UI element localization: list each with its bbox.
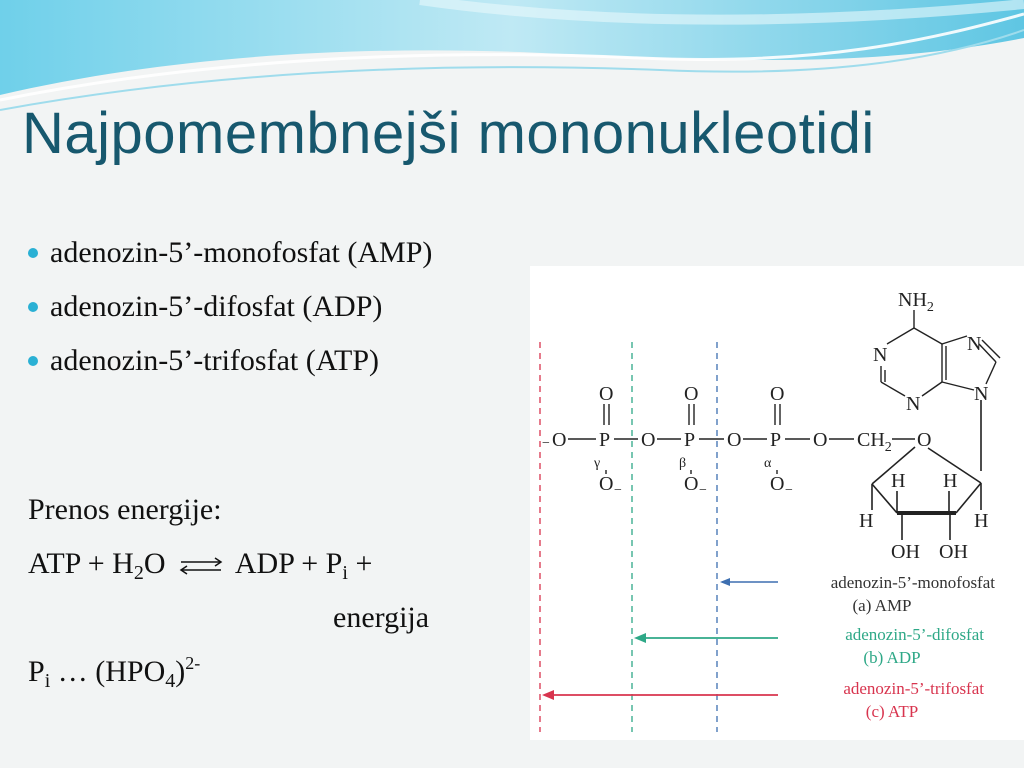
list-item	[28, 280, 432, 334]
amp-label: adenozin-5’-monofosfat	[830, 573, 995, 592]
phosphate-formula: $P_i$ … $(HPO_4)^{2-}$	[28, 653, 201, 692]
atom-label: O	[684, 383, 699, 405]
atp-arrowhead-icon	[542, 690, 554, 700]
gamma-label: γ	[594, 456, 601, 471]
atom-label: O	[813, 429, 828, 451]
adp-sublabel: (b) ADP	[863, 648, 921, 667]
bullet-text: adenozin-5’-difosfat (ADP)	[50, 290, 383, 323]
atom-label: O	[599, 383, 614, 405]
bullet-text: adenozin-5’-trifosfat (ATP)	[50, 344, 380, 377]
atom-label: N	[967, 333, 982, 355]
amp-arrowhead-icon	[720, 578, 730, 586]
svg-text:−: −	[785, 483, 793, 498]
bullet-icon	[28, 302, 38, 312]
slide-title: Najpomembnejši mononukleotidi	[22, 101, 875, 166]
svg-text:−: −	[699, 483, 707, 498]
amino-group-label: $NH_2$	[898, 289, 934, 315]
atp-structure-svg	[530, 266, 1024, 740]
atp-sublabel: (c) ATP	[865, 702, 919, 721]
energy-heading: Prenos energije:	[28, 493, 222, 526]
atom-label: H	[943, 470, 958, 492]
atom-label: O	[641, 429, 656, 451]
bullet-icon	[28, 356, 38, 366]
atom-label: N	[873, 344, 888, 366]
list-item	[28, 334, 432, 388]
equation-continuation: energija	[333, 601, 430, 634]
atp-structure-diagram	[530, 266, 1024, 740]
atom-label: O	[727, 429, 742, 451]
hydrolysis-equation: ATP + $H_2O$ ADP + $P_i$ +	[28, 547, 373, 584]
atom-label: O	[770, 473, 785, 495]
svg-text:−: −	[542, 436, 550, 451]
ring-oxygen-label: O	[917, 429, 932, 451]
energy-transfer-block	[28, 490, 429, 706]
beta-label: β	[679, 456, 687, 471]
atom-label: P	[684, 429, 696, 451]
hydroxyl-label: OH	[891, 541, 920, 563]
atom-label: P	[770, 429, 782, 451]
atom-label: P	[599, 429, 611, 451]
atom-label: H	[974, 510, 989, 532]
amp-sublabel: (a) AMP	[852, 596, 912, 615]
atom-label: O	[770, 383, 785, 405]
atom-label: O	[599, 473, 614, 495]
list-item	[28, 226, 432, 280]
hydroxyl-label: OH	[939, 541, 968, 563]
atom-label: H	[891, 470, 906, 492]
bullet-icon	[28, 248, 38, 258]
equilibrium-arrows-icon	[177, 556, 225, 576]
ch2-label: $CH_2$	[857, 429, 892, 455]
atom-label: O	[684, 473, 699, 495]
atom-label: H	[859, 510, 874, 532]
bullet-text: adenozin-5’-monofosfat (AMP)	[50, 236, 433, 269]
adp-arrowhead-icon	[634, 633, 646, 643]
atom-label: O	[552, 429, 567, 451]
atom-label: N	[906, 393, 921, 415]
svg-text:−: −	[614, 483, 622, 498]
nucleotide-list	[28, 226, 432, 388]
alpha-label: α	[764, 456, 772, 471]
atp-label: adenozin-5’-trifosfat	[843, 679, 984, 698]
atom-label: N	[974, 383, 989, 405]
adp-label: adenozin-5’-difosfat	[845, 625, 984, 644]
